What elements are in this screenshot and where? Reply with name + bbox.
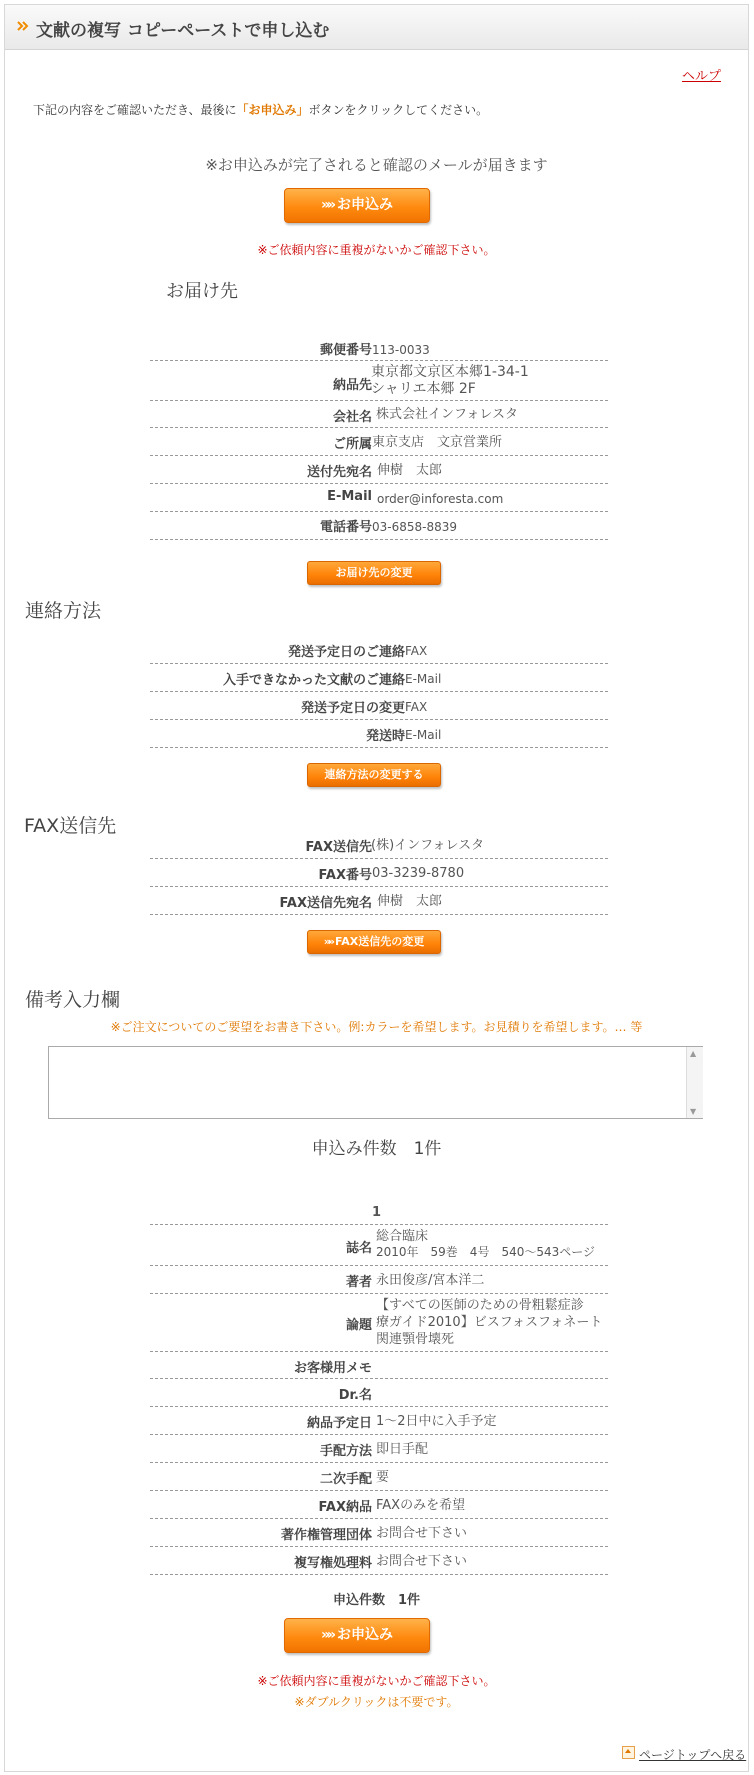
row-label: 郵便番号 xyxy=(319,343,372,358)
table-row xyxy=(150,1352,608,1379)
confirm-mail-notice: ※お申込みが完了されると確認のメールが届きます xyxy=(205,156,548,174)
row-value: 【すべての医師のための骨粗鬆症診 xyxy=(376,1298,584,1313)
row-value-line2: 2010年 59巻 4号 540〜543ページ xyxy=(376,1245,596,1259)
submit-button-label: お申込み xyxy=(337,197,394,213)
contact-table xyxy=(150,636,608,748)
row-label: 二次手配 xyxy=(319,1472,372,1487)
row-label: 電話番号 xyxy=(319,520,372,535)
row-value: 伸樹 太郎 xyxy=(377,894,443,909)
memo-textarea[interactable] xyxy=(48,1046,703,1119)
table-row xyxy=(150,1294,608,1352)
table-row xyxy=(150,636,608,664)
fax-section-title: FAX送信先 xyxy=(24,815,117,837)
double-click-note: ※ダブルクリックは不要です。 xyxy=(294,1695,459,1709)
submit-button-label: お申込み xyxy=(337,1627,394,1643)
order-count-title: 申込み件数 1件 xyxy=(311,1139,442,1159)
row-value: 03-3239-8780 xyxy=(372,866,465,881)
page-top-link[interactable]: ページトップへ戻る xyxy=(639,1748,747,1762)
row-label: 発送時 xyxy=(365,729,405,744)
row-value: 総合臨床 xyxy=(376,1229,429,1244)
row-value: FAXのみを希望 xyxy=(376,1498,466,1513)
page-top-icon[interactable] xyxy=(622,1746,635,1759)
submit-button-top[interactable] xyxy=(284,188,430,223)
intro-before: 下記の内容をご確認いただき、最後に xyxy=(33,103,237,117)
table-row xyxy=(150,692,608,720)
row-label: 手配方法 xyxy=(319,1444,372,1459)
delivery-section-title: お届け先 xyxy=(166,281,238,302)
table-row xyxy=(150,1463,608,1491)
change-fax-button[interactable] xyxy=(307,930,441,954)
scroll-down-icon[interactable]: ▼ xyxy=(690,1107,697,1116)
table-row xyxy=(150,1225,608,1266)
contact-section-title: 連絡方法 xyxy=(25,600,102,622)
page-title: 文献の複写 コピーペーストで申し込む xyxy=(36,21,330,41)
table-row xyxy=(150,1266,608,1294)
row-label: 会社名 xyxy=(332,410,372,425)
page-header xyxy=(5,5,748,50)
row-label: Dr.名 xyxy=(338,1388,372,1403)
row-value: FAX xyxy=(405,644,428,658)
row-label: 発送予定日のご連絡 xyxy=(287,645,405,660)
order-table xyxy=(150,1199,608,1575)
row-label: 複写権処理料 xyxy=(293,1556,372,1571)
table-row xyxy=(150,361,608,401)
row-label: FAX納品 xyxy=(318,1500,372,1515)
table-row xyxy=(150,1407,608,1435)
table-row xyxy=(150,456,608,484)
order-index: 1 xyxy=(372,1205,382,1220)
main-panel xyxy=(4,4,749,1772)
memo-scrollbar[interactable] xyxy=(686,1047,703,1118)
double-chevron-icon xyxy=(16,19,30,33)
row-label: お客様用メモ xyxy=(293,1361,372,1376)
row-value: 伸樹 太郎 xyxy=(377,463,443,478)
table-row xyxy=(150,887,608,915)
duplicate-warning-bottom: ※ご依頼内容に重複がないかご確認下さい。 xyxy=(257,1674,496,1688)
memo-section-title: 備考入力欄 xyxy=(25,989,121,1011)
table-row xyxy=(150,1491,608,1519)
intro-after: ボタンをクリックしてください。 xyxy=(308,103,489,117)
row-value: E-Mail xyxy=(405,728,442,742)
submit-button-bottom[interactable] xyxy=(284,1618,430,1653)
row-value: 東京支店 文京営業所 xyxy=(372,435,503,450)
table-row xyxy=(150,512,608,540)
change-fax-label: FAX送信先の変更 xyxy=(334,935,425,948)
row-label: 誌名 xyxy=(345,1241,372,1256)
row-label: FAX番号 xyxy=(318,868,372,883)
row-value: 永田俊彦/宮本洋二 xyxy=(376,1273,485,1288)
memo-hint: ※ご注文についてのご要望をお書き下さい。例:カラーを希望します。お見積りを希望します。… 等 xyxy=(110,1020,643,1034)
table-row xyxy=(150,428,608,456)
change-delivery-button[interactable]: お届け先の変更 xyxy=(307,561,441,585)
row-label: 納品先 xyxy=(332,378,372,393)
chevrons-icon: »» xyxy=(323,935,332,948)
row-label: 入手できなかった文献のご連絡 xyxy=(222,673,405,688)
row-value-line3: 関連顎骨壊死 xyxy=(376,1332,455,1347)
table-row xyxy=(150,859,608,887)
row-value: お問合せ下さい xyxy=(376,1554,468,1569)
row-label: 論題 xyxy=(345,1318,372,1333)
intro-highlight: 「お申込み」 xyxy=(236,103,309,117)
order-total: 申込件数 1件 xyxy=(332,1593,421,1608)
delivery-table xyxy=(150,333,608,540)
row-value: (株)インフォレスタ xyxy=(371,838,485,853)
table-row xyxy=(150,720,608,748)
intro-text xyxy=(33,101,488,118)
scroll-up-icon[interactable]: ▲ xyxy=(690,1049,697,1058)
help-link[interactable]: ヘルプ xyxy=(681,69,721,84)
table-row xyxy=(150,333,608,361)
chevrons-icon: »» xyxy=(320,197,334,213)
row-label: ご所属 xyxy=(332,437,372,452)
row-value: E-Mail xyxy=(405,672,442,686)
row-value: FAX xyxy=(405,700,428,714)
table-row xyxy=(150,831,608,859)
row-value: 113-0033 xyxy=(372,343,430,357)
row-value: 即日手配 xyxy=(376,1442,429,1457)
row-label: 納品予定日 xyxy=(306,1416,372,1431)
fax-table xyxy=(150,831,608,915)
row-value: 03-6858-8839 xyxy=(372,520,458,534)
row-label: 送付先宛名 xyxy=(306,465,372,480)
change-contact-button[interactable]: 連絡方法の変更する xyxy=(307,763,441,787)
row-label: FAX送信先宛名 xyxy=(279,896,372,911)
row-value: order@inforesta.com xyxy=(377,492,504,506)
row-label: E-Mail xyxy=(327,489,372,504)
row-value: お問合せ下さい xyxy=(376,1526,468,1541)
row-label: FAX送信先 xyxy=(305,840,372,855)
table-row xyxy=(150,1379,608,1407)
chevrons-icon: »» xyxy=(320,1627,334,1643)
duplicate-warning-top: ※ご依頼内容に重複がないかご確認下さい。 xyxy=(257,243,496,257)
row-value-line2: シャリエ本郷 2F xyxy=(371,381,476,397)
table-row xyxy=(150,1199,608,1225)
table-row xyxy=(150,1435,608,1463)
row-value: 要 xyxy=(376,1470,390,1485)
table-row xyxy=(150,1519,608,1547)
table-row xyxy=(150,664,608,692)
row-value: 東京都文京区本郷1-34-1 xyxy=(371,364,529,380)
row-value: 株式会社インフォレスタ xyxy=(376,407,518,422)
table-row xyxy=(150,1547,608,1575)
row-label: 発送予定日の変更 xyxy=(300,701,405,716)
row-value-line2: 療ガイド2010】ビスフォスフォネート xyxy=(376,1315,603,1330)
table-row xyxy=(150,484,608,512)
row-label: 著作権管理団体 xyxy=(280,1528,372,1543)
row-label: 著者 xyxy=(345,1275,372,1290)
table-row xyxy=(150,401,608,428)
row-value: 1〜2日中に入手予定 xyxy=(376,1414,497,1429)
